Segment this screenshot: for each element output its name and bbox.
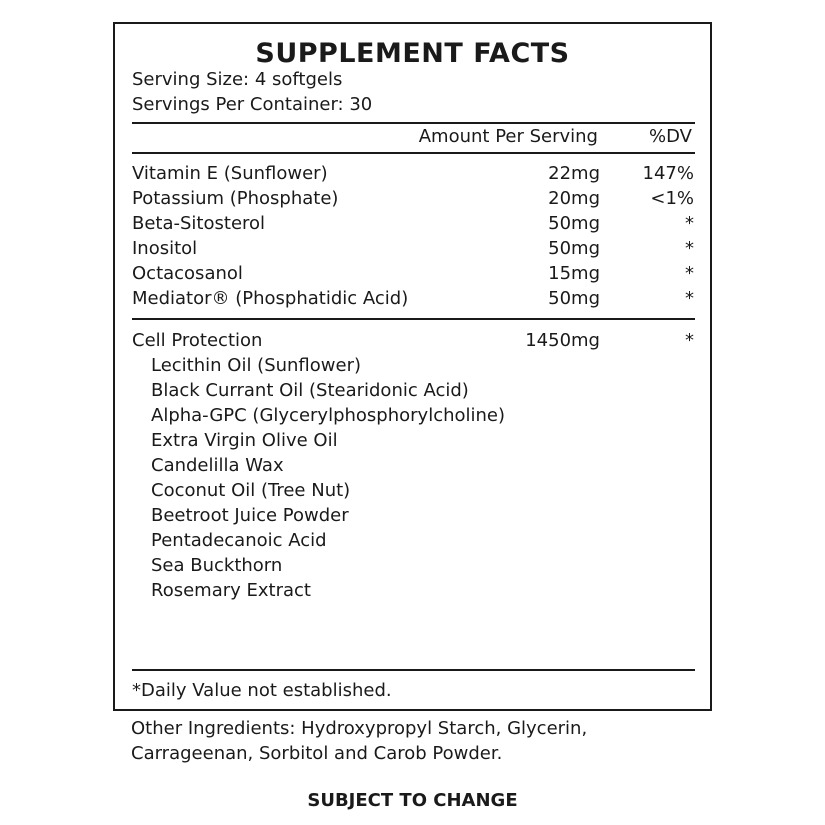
blend-ingredient [132, 453, 695, 478]
blend-name: Cell Protection [132, 330, 263, 351]
blend-ingredient [132, 578, 695, 603]
ingredient-name: Alpha-GPC (Glycerylphosphorylcholine) [151, 405, 506, 426]
blend-ingredient [132, 403, 695, 428]
nutrient-amount: 50mg [548, 238, 600, 259]
ingredient-name: Extra Virgin Olive Oil [151, 430, 338, 451]
blend-row [132, 328, 695, 353]
nutrient-dv: 147% [642, 163, 694, 184]
blend-ingredient [132, 378, 695, 403]
serving-size: Serving Size: 4 softgels [132, 69, 343, 90]
divider-top [132, 122, 695, 124]
blend-header-list [132, 328, 695, 353]
nutrient-dv: * [685, 213, 694, 234]
daily-value-footnote: *Daily Value not established. [132, 680, 392, 701]
supplement-facts-panel [113, 22, 712, 711]
divider-blend [132, 318, 695, 320]
nutrient-amount: 50mg [548, 288, 600, 309]
nutrient-dv: * [685, 263, 694, 284]
dv-header: %DV [649, 126, 692, 147]
ingredient-name: Coconut Oil (Tree Nut) [151, 480, 351, 501]
divider-header [132, 152, 695, 154]
nutrient-name: Potassium (Phosphate) [132, 188, 339, 209]
nutrient-amount: 20mg [548, 188, 600, 209]
servings-per-container: Servings Per Container: 30 [132, 94, 373, 115]
nutrient-row [132, 161, 695, 186]
blend-ingredient [132, 353, 695, 378]
nutrient-amount: 22mg [548, 163, 600, 184]
ingredient-name: Beetroot Juice Powder [151, 505, 349, 526]
ingredient-name: Pentadecanoic Acid [151, 530, 327, 551]
nutrient-row [132, 186, 695, 211]
ingredient-name: Lecithin Oil (Sunflower) [151, 355, 362, 376]
blend-ingredient [132, 428, 695, 453]
blend-ingredient-list [132, 353, 695, 603]
other-ingredients: Other Ingredients: Hydroxypropyl Starch, Glycerin, Carrageenan, Sorbitol and Carob Powder. [131, 718, 588, 764]
nutrient-dv: <1% [650, 188, 694, 209]
blend-ingredient [132, 478, 695, 503]
ingredient-name: Candelilla Wax [151, 455, 284, 476]
blend-ingredient [132, 528, 695, 553]
blend-dv: * [685, 330, 694, 351]
nutrient-amount: 50mg [548, 213, 600, 234]
nutrient-name: Mediator® (Phosphatidic Acid) [132, 288, 409, 309]
nutrient-list [132, 161, 695, 311]
nutrient-row [132, 211, 695, 236]
nutrient-amount: 15mg [548, 263, 600, 284]
blend-ingredient [132, 553, 695, 578]
panel-title: SUPPLEMENT FACTS [255, 38, 570, 69]
nutrient-row [132, 286, 695, 311]
blend-ingredient [132, 503, 695, 528]
nutrient-name: Inositol [132, 238, 198, 259]
nutrient-row [132, 236, 695, 261]
ingredient-name: Black Currant Oil (Stearidonic Acid) [151, 380, 469, 401]
nutrient-name: Vitamin E (Sunflower) [132, 163, 328, 184]
ingredient-name: Rosemary Extract [151, 580, 311, 601]
nutrient-dv: * [685, 288, 694, 309]
nutrient-name: Octacosanol [132, 263, 243, 284]
divider-bottom [132, 669, 695, 671]
subject-to-change-notice: SUBJECT TO CHANGE [307, 790, 518, 811]
nutrient-dv: * [685, 238, 694, 259]
amount-per-serving-header: Amount Per Serving [418, 126, 598, 147]
blend-amount: 1450mg [525, 330, 600, 351]
nutrient-name: Beta-Sitosterol [132, 213, 266, 234]
nutrient-row [132, 261, 695, 286]
ingredient-name: Sea Buckthorn [151, 555, 283, 576]
